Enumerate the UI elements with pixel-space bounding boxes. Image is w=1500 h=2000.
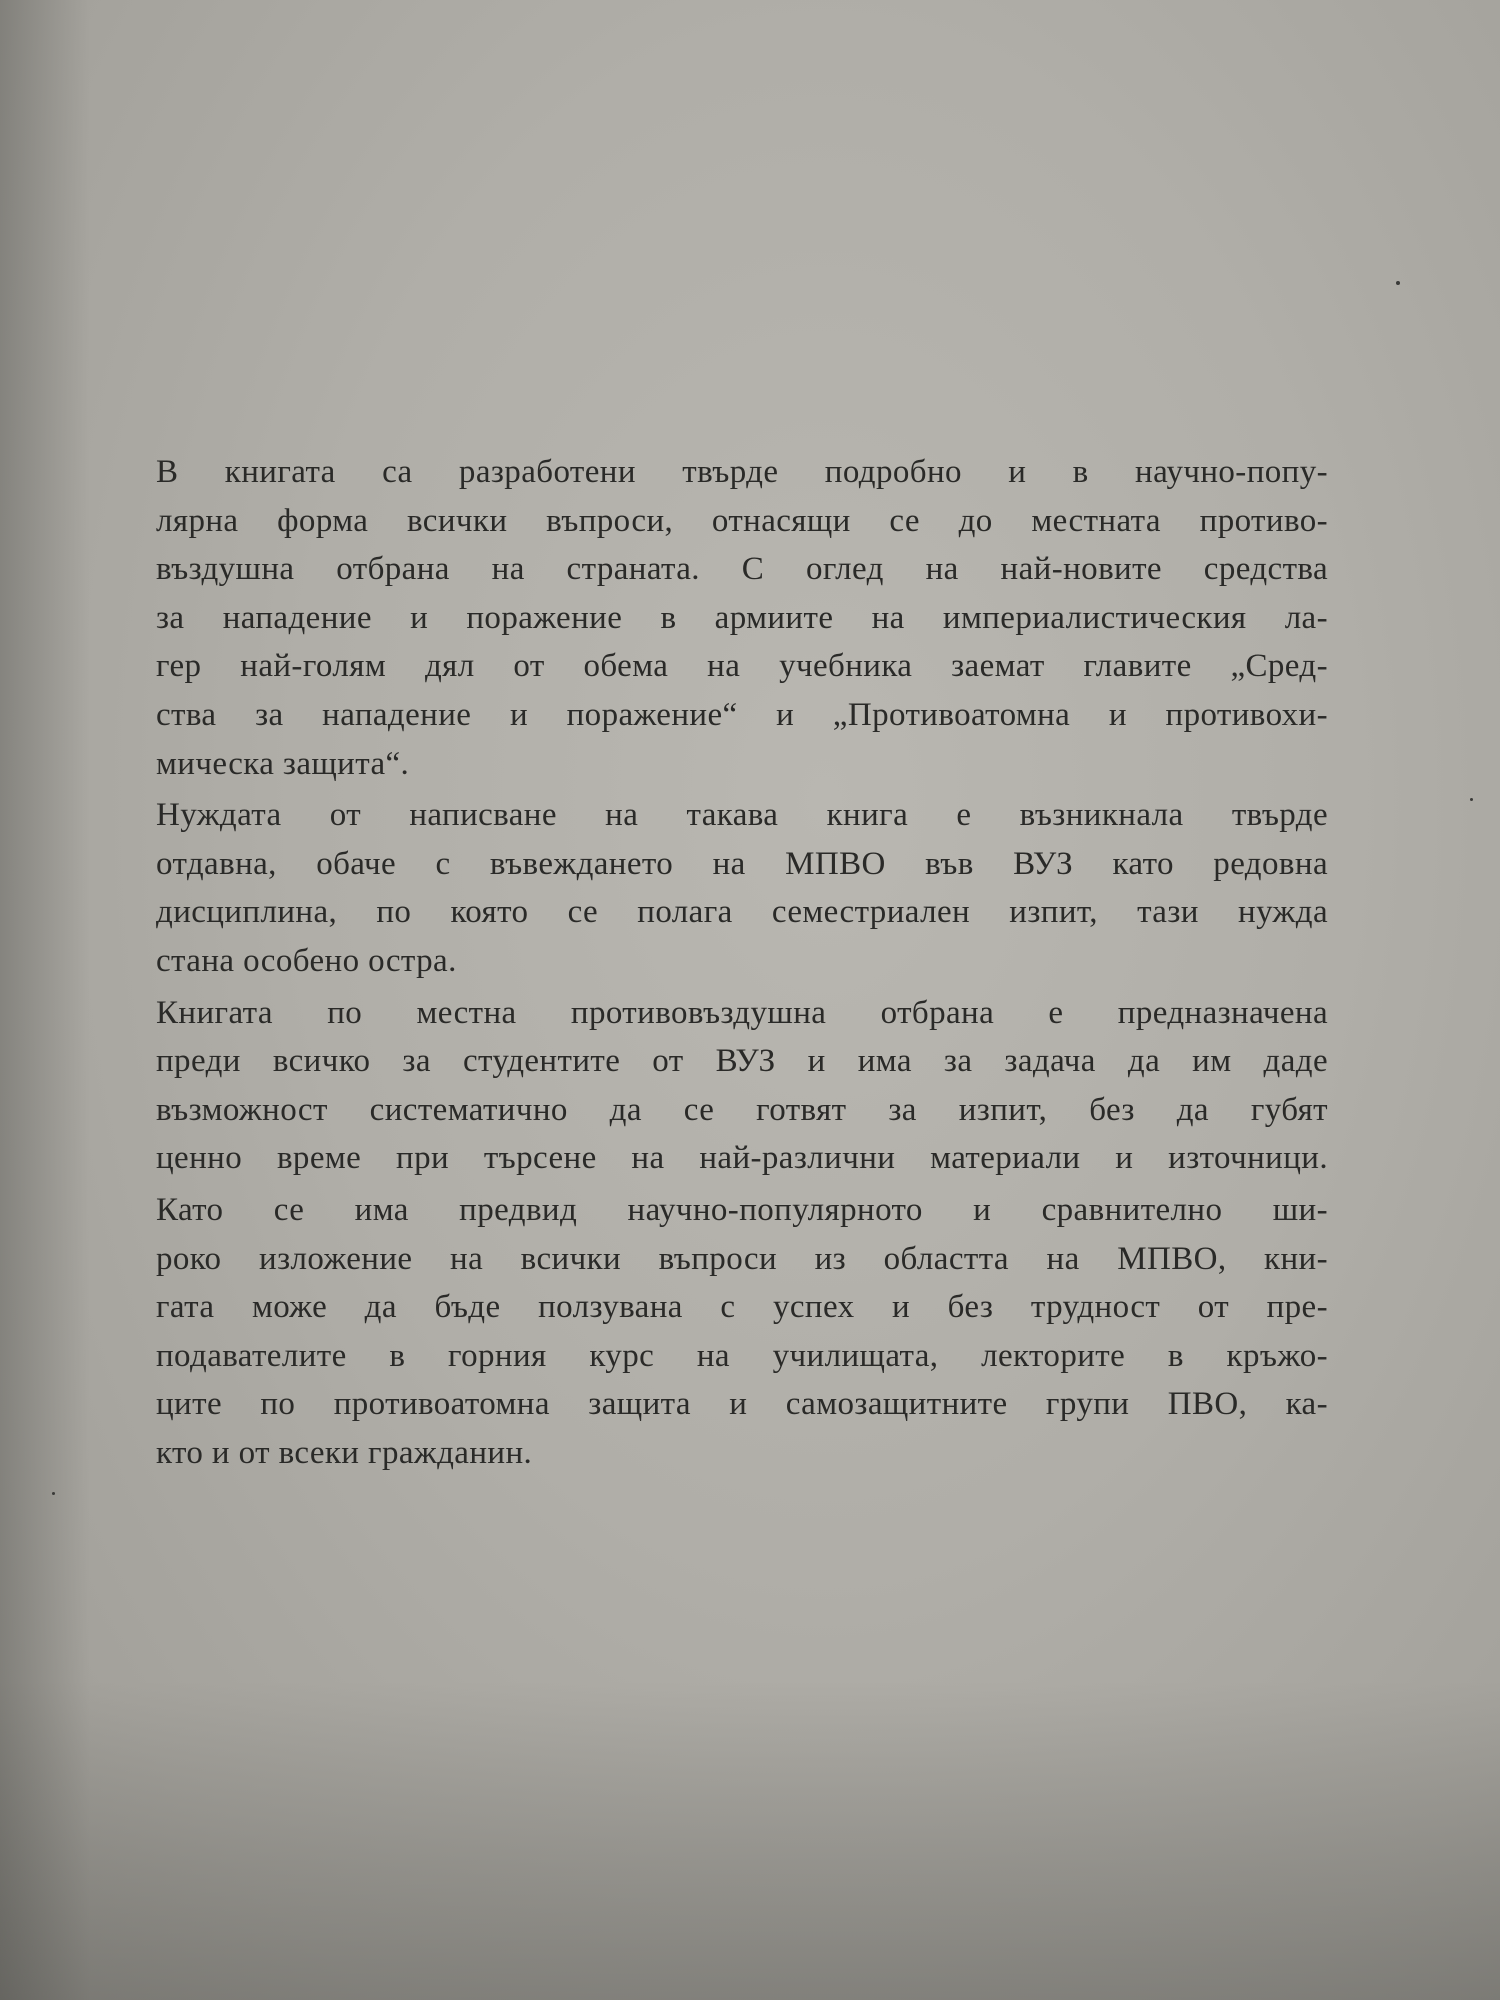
text-line: лярна форма всички въпроси, отнасящи се до местната противо- <box>156 502 1328 539</box>
text-line: ценно време при търсене на най-различни материали и източници. <box>156 1140 1328 1177</box>
text-line: стана особено остра. <box>156 942 457 979</box>
text-line: Като се има предвид научно-популярното и сравнително ши- <box>156 1191 1328 1228</box>
text-line: за нападение и поражение в армиите на империалистическия ла- <box>156 599 1328 636</box>
text-line: кто и от всеки гражданин. <box>156 1434 533 1471</box>
text-line: Книгата по местна противовъздушна отбрана е предназначена <box>156 994 1328 1031</box>
text-line: възможност систематично да се готвят за изпит, без да губят <box>156 1091 1328 1128</box>
text-line: роко изложение на всички въпроси из областта на МПВО, кни- <box>156 1240 1328 1277</box>
text-line: въздушна отбрана на страната. С оглед на най-новите средства <box>156 551 1328 588</box>
text-line: Нуждата от написване на такава книга е възникнала твърде <box>156 797 1328 834</box>
text-line: мическа защита“. <box>156 745 410 782</box>
text-line: дисциплина, по която се полага семестриален изпит, тази нужда <box>156 894 1328 931</box>
body-text <box>150 448 1328 1480</box>
paragraph-3 <box>150 989 1328 1183</box>
paragraph-2 <box>150 791 1328 985</box>
text-line: ците по противоатомна защита и самозащитните групи ПВО, ка- <box>156 1386 1328 1423</box>
paper-speck <box>1396 281 1400 285</box>
paragraph-4 <box>150 1186 1328 1478</box>
text-line: гата може да бъде ползувана с успех и без трудност от пре- <box>156 1289 1328 1326</box>
text-line: В книгата са разработени твърде подробно и в научно-попу- <box>156 454 1328 490</box>
text-line: подавателите в горния курс на училищата, лекторите в кръжо- <box>156 1337 1328 1374</box>
text-line: ства за нападение и поражение“ и „Противоатомна и противохи- <box>156 696 1328 733</box>
page-shadow-bottom <box>0 1680 1500 2000</box>
text-line: отдавна, обаче с въвеждането на МПВО във ВУЗ като редовна <box>156 845 1328 882</box>
paper-speck <box>1470 798 1473 801</box>
text-line: гер най-голям дял от обема на учебника заемат главите „Сред- <box>156 648 1328 685</box>
paragraph-1 <box>150 448 1328 788</box>
text-line: преди всичко за студентите от ВУЗ и има за задача да им даде <box>156 1043 1328 1080</box>
paper-speck <box>52 1492 55 1495</box>
